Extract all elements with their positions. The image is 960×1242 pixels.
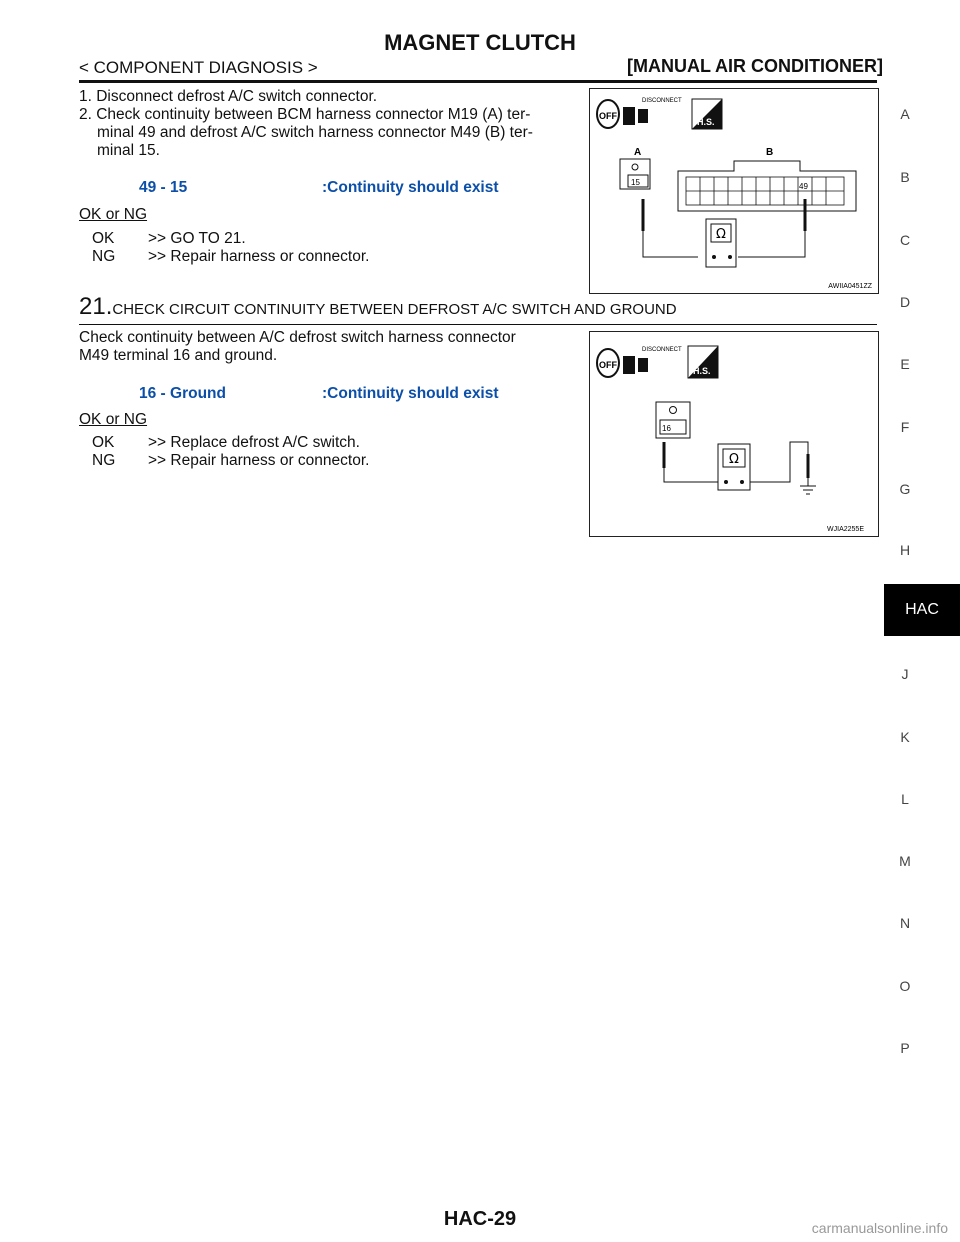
side-tab-p[interactable]: P	[900, 1040, 910, 1056]
pin-a-label: 15	[631, 178, 640, 187]
side-tab-c[interactable]: C	[899, 232, 911, 248]
ohm-symbol: Ω	[716, 227, 726, 242]
side-tab-b[interactable]: B	[900, 169, 910, 185]
connector-b	[678, 161, 856, 211]
side-tab-k[interactable]: K	[900, 729, 910, 745]
ok-or-ng-label: OK or NG	[79, 206, 148, 223]
section-label: [MANUAL AIR CONDITIONER]	[627, 56, 883, 76]
disconnect-icon	[597, 98, 722, 129]
spec-term-21: 16 - Ground	[139, 385, 226, 402]
wire-left	[643, 231, 698, 257]
side-tab-n[interactable]: N	[899, 915, 911, 931]
watermark: carmanualsonline.info	[811, 1220, 948, 1236]
result-code-ng: NG	[92, 248, 116, 265]
step-21-heading	[79, 293, 877, 321]
side-tab-g[interactable]: G	[899, 481, 911, 497]
step-number: 21.	[79, 293, 113, 320]
side-tab-h[interactable]: H	[899, 542, 911, 558]
side-tab-e[interactable]: E	[900, 356, 910, 372]
result-text-ok-21: >> Replace defrost A/C switch.	[148, 434, 360, 451]
ok-or-ng-label-21: OK or NG	[79, 411, 148, 428]
step-line-4: minal 15.	[97, 142, 160, 159]
ground-symbol	[800, 478, 816, 494]
side-tab-l[interactable]: L	[901, 791, 909, 807]
result-code-ok-21: OK	[92, 434, 115, 451]
side-tab-j[interactable]: J	[901, 666, 909, 682]
side-tab-a[interactable]: A	[900, 106, 910, 122]
hs-label: H.S.	[693, 366, 711, 376]
wire-right	[750, 442, 808, 482]
side-tab-o[interactable]: O	[899, 978, 911, 994]
page-code: HAC-29	[443, 1208, 517, 1230]
step-divider	[79, 324, 877, 325]
side-tab-hac[interactable]: HAC	[884, 584, 960, 636]
wiring-diagram-1	[590, 89, 878, 293]
wiring-figure-1	[589, 88, 879, 294]
wiring-diagram-2	[590, 332, 878, 536]
connector-a-label: A	[634, 147, 642, 158]
connector-b-label: B	[766, 147, 774, 158]
result-text-ok: >> GO TO 21.	[148, 230, 246, 247]
step-line-1: 1. Disconnect defrost A/C switch connector.	[79, 88, 378, 105]
side-tab-d[interactable]: D	[899, 294, 911, 310]
breadcrumb: < COMPONENT DIAGNOSIS >	[79, 58, 318, 77]
side-tab-m[interactable]: M	[899, 853, 911, 869]
wiring-figure-2	[589, 331, 879, 537]
spec-value: :Continuity should exist	[322, 179, 499, 196]
result-text-ng: >> Repair harness or connector.	[148, 248, 370, 265]
figure-id: AWIIA0451ZZ	[828, 283, 872, 290]
step-line-3: minal 49 and defrost A/C switch harness connector M49 (B) ter-	[97, 124, 533, 141]
side-tab-f[interactable]: F	[900, 419, 910, 435]
ohm-symbol: Ω	[729, 452, 739, 467]
result-code-ok: OK	[92, 230, 115, 247]
wire-right	[738, 231, 805, 257]
step-21-body-line-2: M49 terminal 16 and ground.	[79, 347, 278, 364]
pin-b-label: 49	[799, 182, 808, 191]
figure-id: WJIA2255E	[827, 526, 864, 533]
step-21-body-line-1: Check continuity between A/C defrost switch harness connector	[79, 329, 516, 346]
step-title: CHECK CIRCUIT CONTINUITY BETWEEN DEFROST A/C SWITCH AND GROUND	[112, 301, 677, 318]
off-label: OFF	[599, 360, 617, 370]
hs-label: H.S.	[697, 117, 715, 127]
header-divider	[79, 80, 877, 83]
disconnect-label: DISCONNECT	[642, 98, 682, 104]
disconnect-label: DISCONNECT	[642, 347, 682, 353]
wire-left	[664, 468, 718, 482]
off-label: OFF	[599, 111, 617, 121]
step-line-2: 2. Check continuity between BCM harness connector M19 (A) ter-	[79, 106, 531, 123]
result-code-ng-21: NG	[92, 452, 116, 469]
disconnect-icon	[597, 346, 718, 378]
page-title: MAGNET CLUTCH	[384, 30, 576, 55]
result-text-ng-21: >> Repair harness or connector.	[148, 452, 370, 469]
pin-label: 16	[662, 424, 671, 433]
spec-value-21: :Continuity should exist	[322, 385, 499, 402]
spec-term: 49 - 15	[139, 179, 188, 196]
